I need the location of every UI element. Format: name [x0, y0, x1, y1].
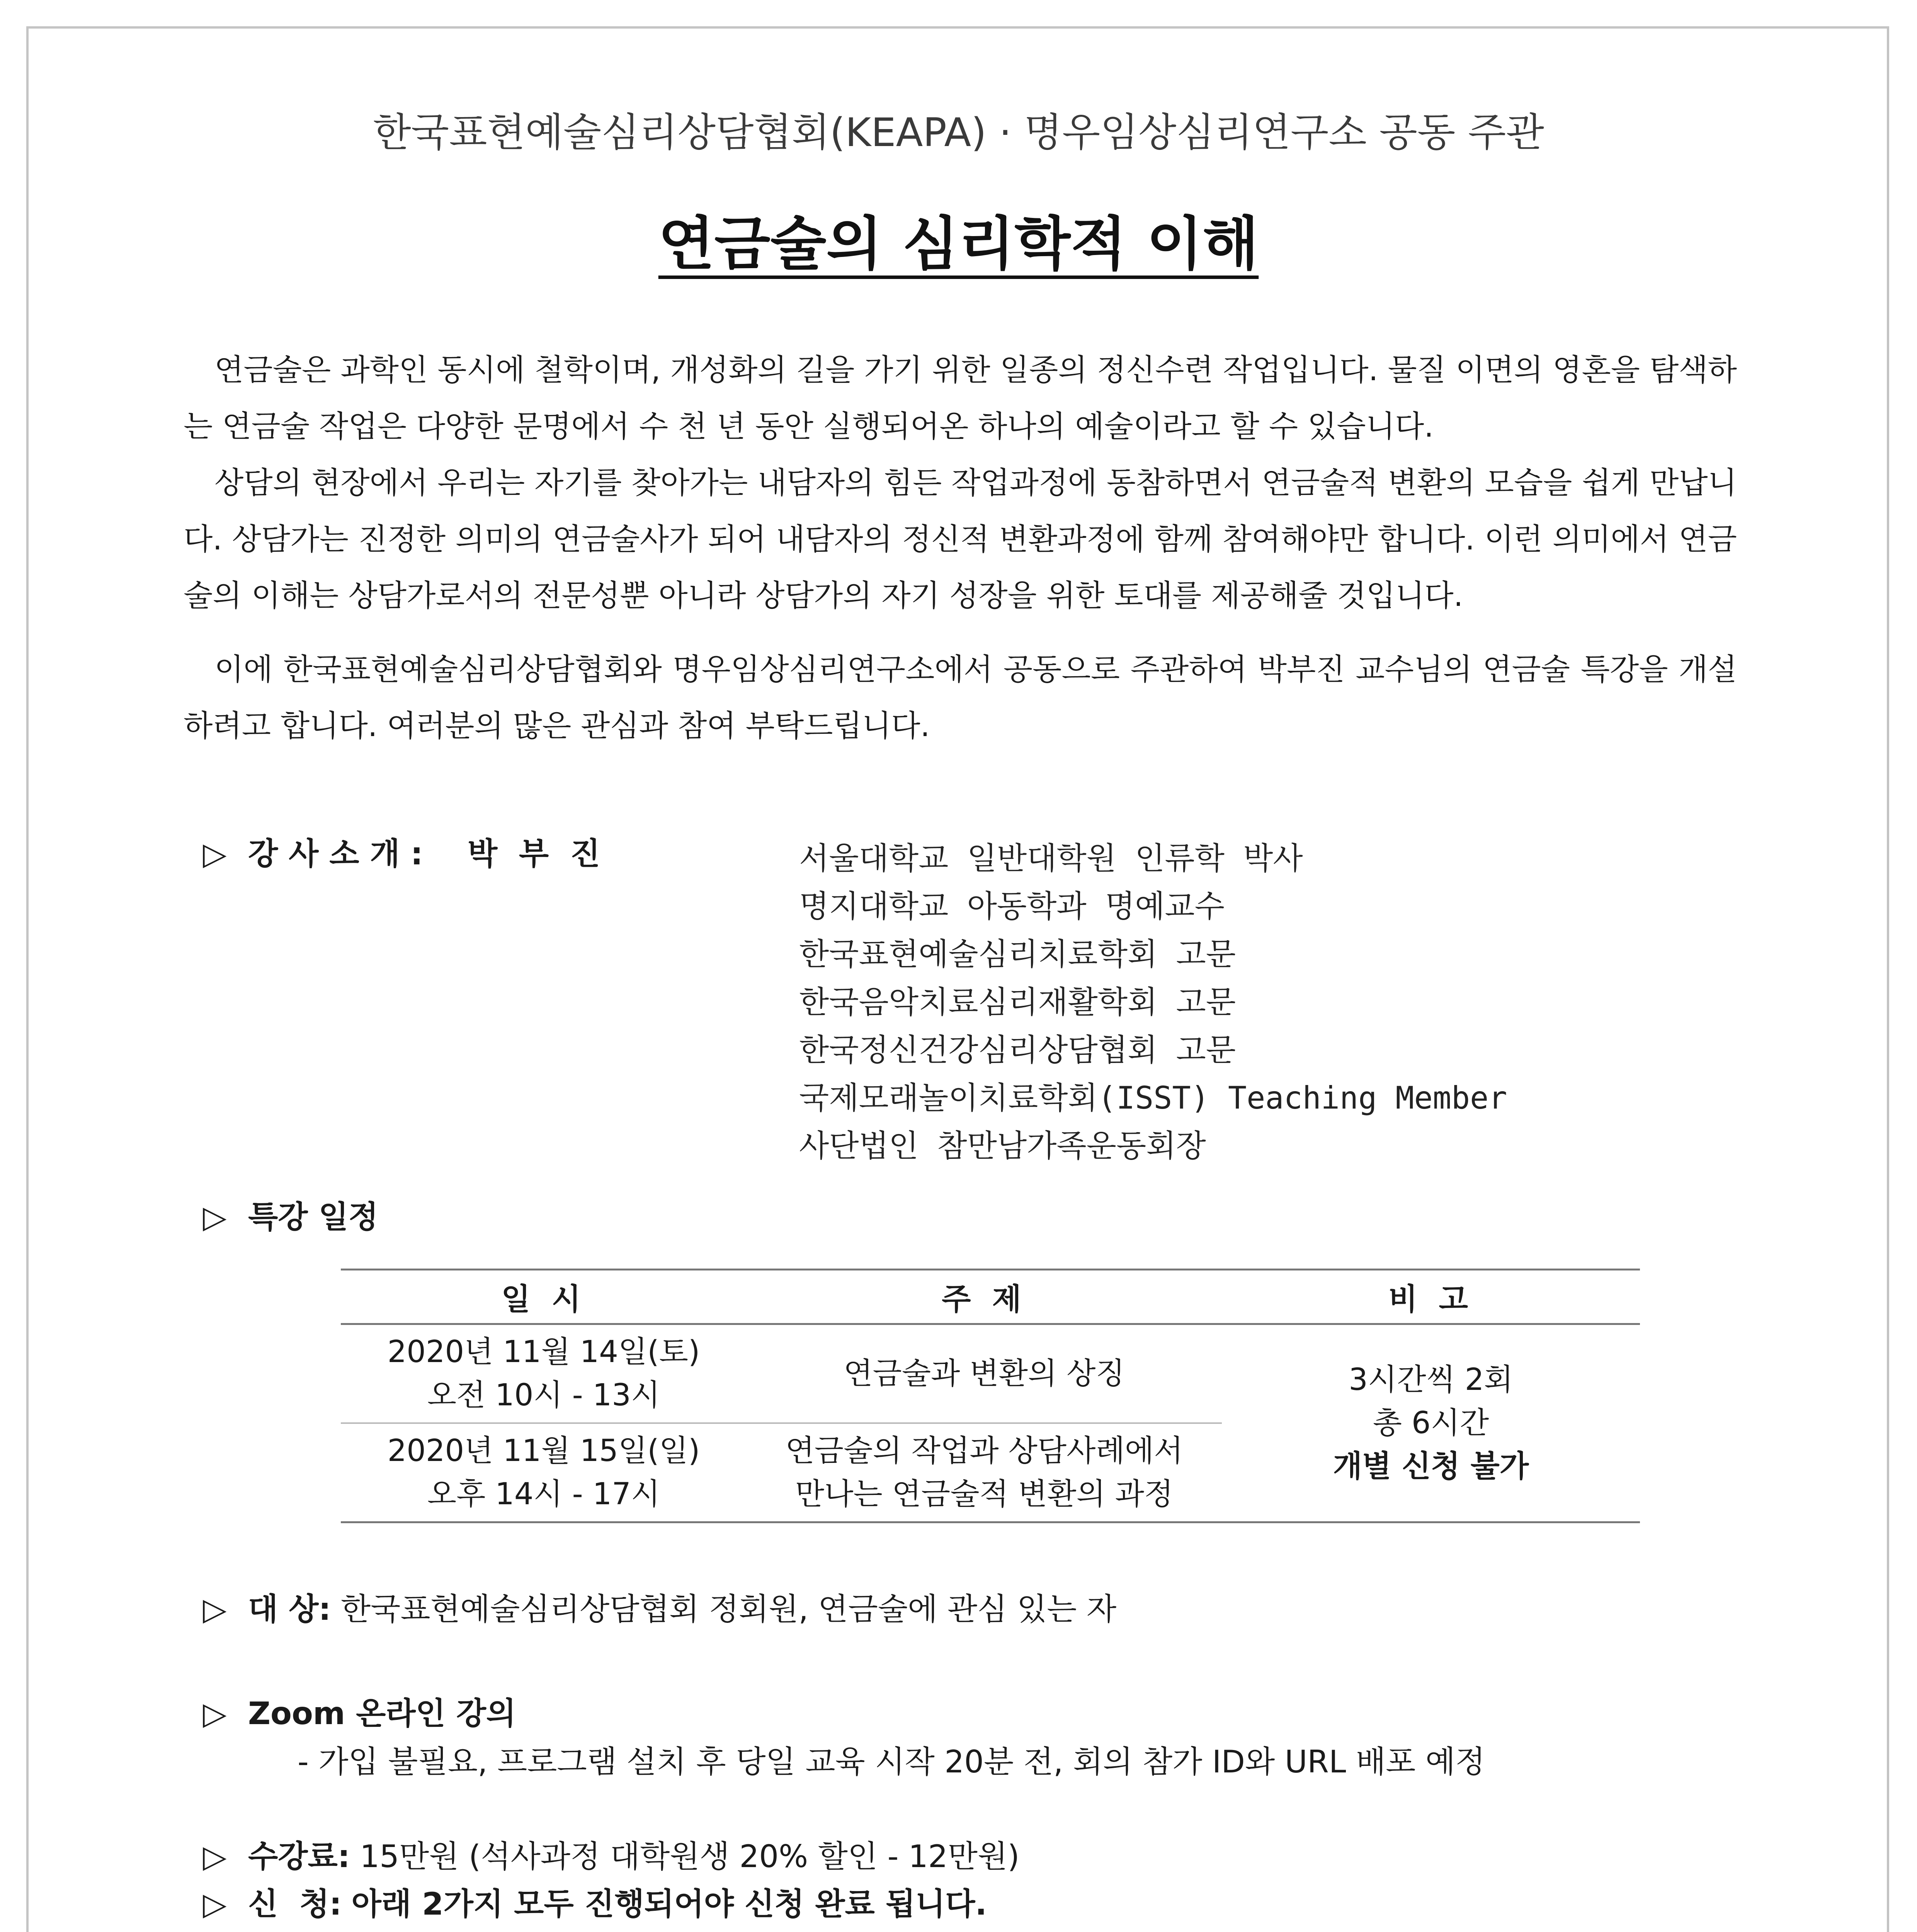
triangle-bullet-icon: ▷	[203, 1886, 227, 1922]
instructor-career-list	[799, 835, 1507, 1170]
schedule-date: 2020년 11월 14일(토)	[387, 1335, 700, 1369]
header-note: 비 고	[1222, 1270, 1640, 1324]
schedule-topic: 연금술의 작업과 상담사례에서	[785, 1434, 1183, 1468]
table-row	[341, 1324, 1640, 1423]
career-item: 한국음악치료심리재활학회 고문	[799, 984, 1236, 1020]
fee-section	[203, 1833, 1019, 1880]
zoom-text: - 가입 불필요, 프로그램 설치 후 당일 교육 시작 20분 전, 회의 참가 ID와 URL 배포 예정	[298, 1744, 1485, 1780]
target-label: 대 상:	[248, 1591, 331, 1627]
schedule-date: 2020년 11월 15일(일)	[387, 1434, 700, 1468]
schedule-topic-cell	[747, 1423, 1222, 1522]
page-title	[0, 197, 1917, 281]
career-item: 사단법인 참만남가족운동회장	[799, 1128, 1206, 1164]
career-item: 한국정신건강심리상담협회 고문	[799, 1032, 1236, 1068]
schedule-note-total: 총 6시간	[1373, 1406, 1489, 1440]
triangle-bullet-icon: ▷	[203, 1591, 227, 1627]
intro-section	[184, 342, 1737, 624]
header-datetime: 일 시	[341, 1270, 747, 1324]
schedule-table	[341, 1269, 1640, 1523]
schedule-datetime-cell	[341, 1324, 747, 1423]
schedule-time: 오후 14시 - 17시	[427, 1477, 660, 1512]
career-item: 한국표현예술심리치료학회 고문	[799, 936, 1236, 972]
page-title-text: 연금술의 심리학적 이해	[658, 211, 1259, 278]
schedule-topic: 연금술과 변환의 상징	[844, 1356, 1125, 1391]
apply-section	[203, 1881, 987, 1927]
schedule-label: 특강 일정	[248, 1199, 378, 1235]
schedule-heading	[203, 1194, 378, 1240]
apply-text: 아래 2가지 모두 진행되어야 신청 완료 됩니다.	[351, 1886, 987, 1922]
schedule-note-restriction: 개별 신청 불가	[1333, 1449, 1529, 1484]
schedule-datetime-cell	[341, 1423, 747, 1522]
fee-label: 수강료:	[248, 1838, 350, 1874]
header-topic: 주 제	[747, 1270, 1222, 1324]
triangle-bullet-icon: ▷	[203, 1696, 227, 1731]
triangle-bullet-icon: ▷	[203, 1199, 227, 1235]
intro-paragraph-1: 연금술은 과학인 동시에 철학이며, 개성화의 길을 가기 위한 일종의 정신수련 작업입니다. 물질 이면의 영혼을 탐색하는 연금술 작업은 다양한 문명에서 수 천 년 동안 실행되어온 하나의 예술이라고 할 수 있습니다.	[184, 353, 1737, 444]
career-item: 서울대학교 일반대학원 인류학 박사	[799, 840, 1303, 876]
career-item: 국제모래놀이치료학회(ISST) Teaching Member	[799, 1080, 1507, 1116]
fee-text: 15만원 (석사과정 대학원생 20% 할인 - 12만원)	[360, 1838, 1020, 1874]
schedule-note-sessions: 3시간씩 2회	[1349, 1362, 1513, 1397]
schedule-note-cell	[1222, 1324, 1640, 1522]
apply-step-1	[361, 1930, 1681, 1932]
intro-paragraph-3: 이에 한국표현예술심리상담협회와 명우임상심리연구소에서 공동으로 주관하여 박부진 교수님의 연금술 특강을 개설하려고 합니다. 여러분의 많은 관심과 참여 부탁드립니다.	[184, 652, 1737, 743]
zoom-heading	[203, 1690, 516, 1737]
schedule-topic-cell	[747, 1324, 1222, 1423]
intro-paragraph-2: 상담의 현장에서 우리는 자기를 찾아가는 내담자의 힘든 작업과정에 동참하면서 연금술적 변환의 모습을 쉽게 만납니다. 상담가는 진정한 의미의 연금술사가 되어 내담자의 정신적 변환과정에 함께 참여해야만 합니다. 이런 의미에서 연금술의 이해는 상담가로서의 전문성뿐 아니라 상담가의 자기 성장을 위한 토대를 제공해줄 것입니다.	[184, 466, 1737, 613]
triangle-bullet-icon: ▷	[203, 1838, 227, 1874]
schedule-topic-line2: 만나는 연금술적 변환의 과정	[795, 1477, 1174, 1512]
schedule-time: 오전 10시 - 13시	[427, 1378, 660, 1413]
instructor-label: 강 사 소 개 :	[248, 836, 423, 872]
table-header-row	[341, 1270, 1640, 1324]
instructor-name: 박 부 진	[467, 836, 600, 872]
instructor-heading	[203, 831, 600, 877]
page-subtitle: 한국표현예술심리상담협회(KEAPA) · 명우임상심리연구소 공동 주관	[373, 110, 1544, 156]
target-section	[203, 1586, 1116, 1633]
triangle-bullet-icon: ▷	[203, 836, 227, 872]
zoom-label: Zoom 온라인 강의	[248, 1696, 516, 1731]
career-item: 명지대학교 아동학과 명예교수	[799, 888, 1225, 924]
intro-section-2	[184, 641, 1737, 754]
apply-label: 신 청:	[248, 1886, 342, 1922]
target-text: 한국표현예술심리상담협회 정회원, 연금술에 관심 있는 자	[340, 1591, 1117, 1627]
